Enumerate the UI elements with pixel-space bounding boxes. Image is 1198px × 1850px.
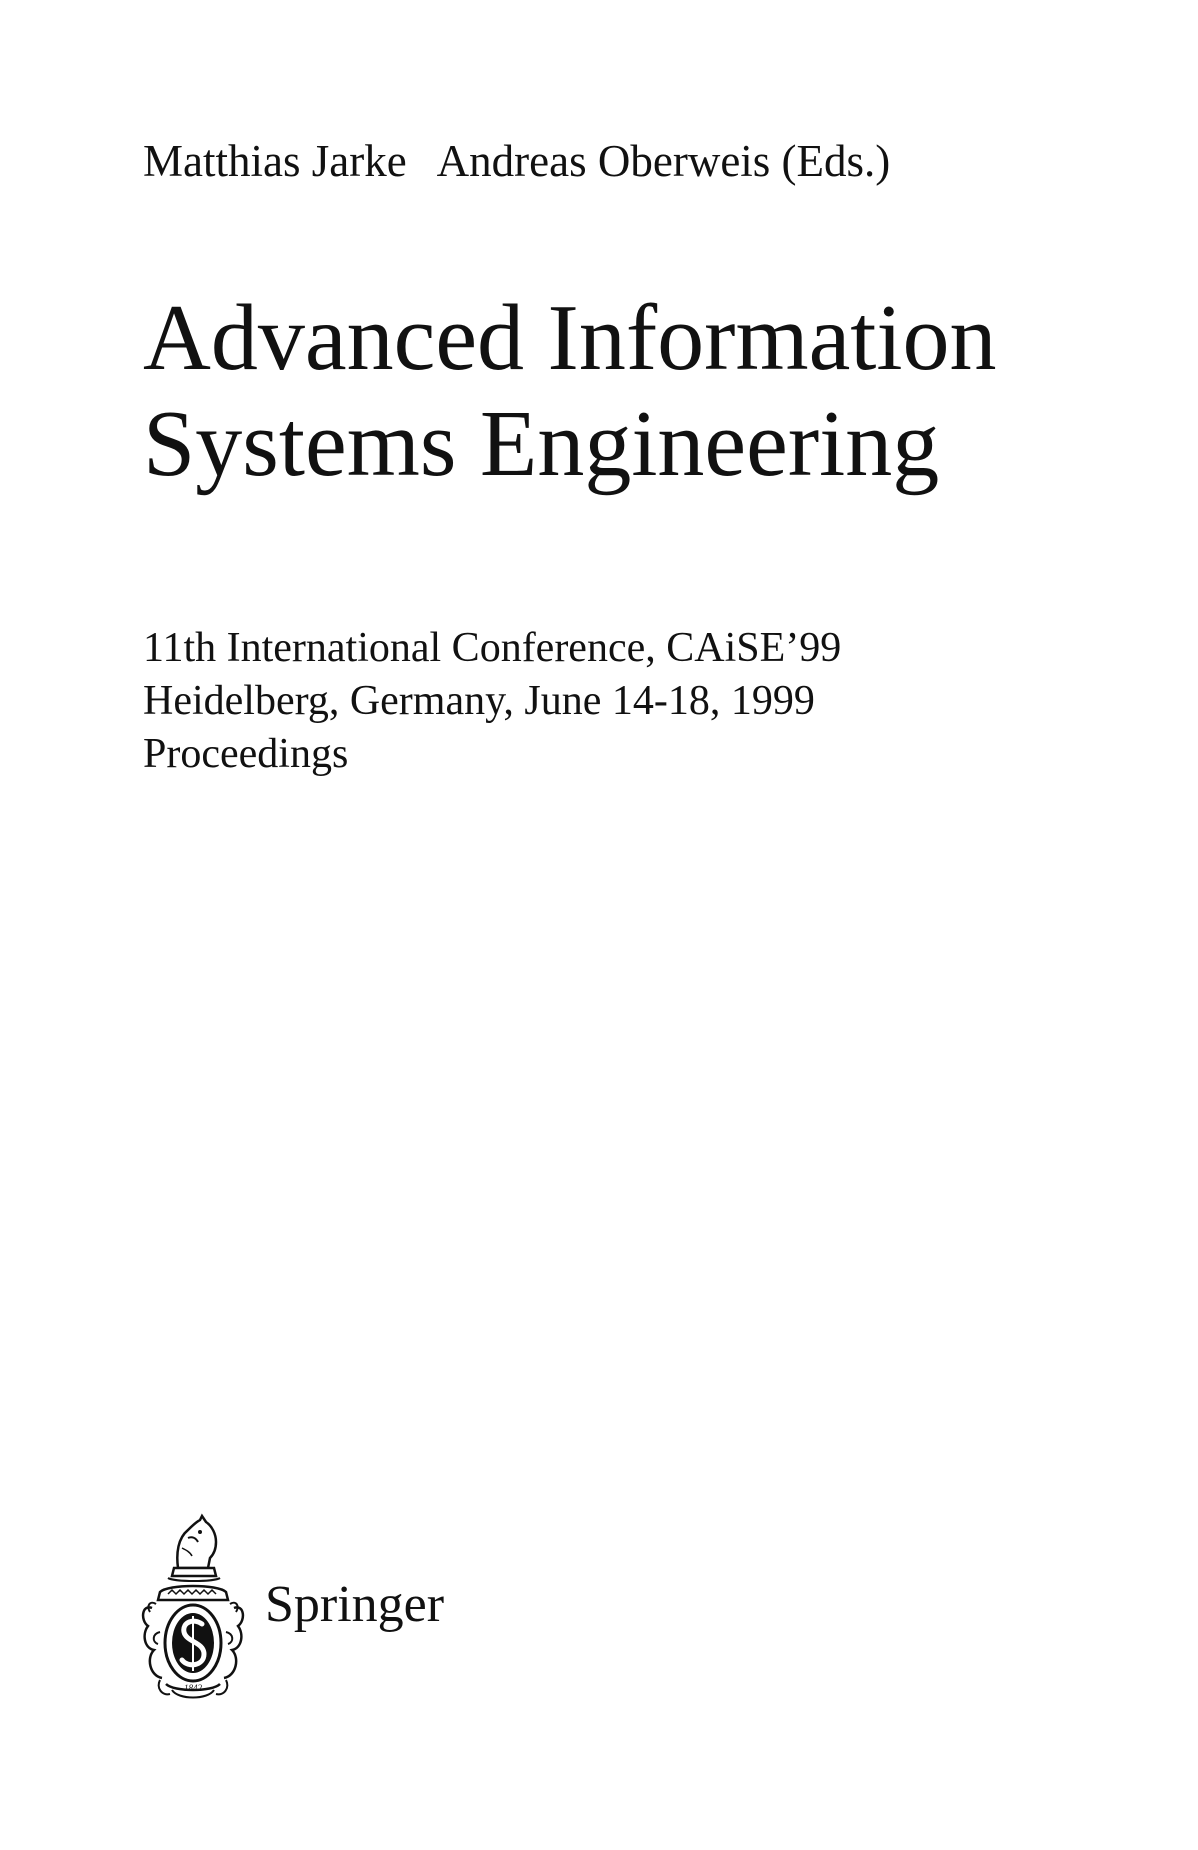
editors-line [143, 133, 890, 189]
editor-first: Matthias Jarke [143, 136, 407, 186]
logo-year: 1842 [184, 1683, 202, 1693]
editor-second: Andreas Oberweis (Eds.) [436, 136, 891, 186]
proceedings-label: Proceedings [143, 731, 349, 777]
book-title [143, 285, 997, 497]
book-title-line-1: Advanced Information [143, 286, 997, 390]
publisher-name: Springer [265, 1576, 445, 1633]
conference-location-date: Heidelberg, Germany, June 14-18, 1999 [143, 678, 815, 724]
conference-name: 11th International Conference, CAiSE’99 [143, 625, 842, 671]
springer-knight-logo-icon [138, 1508, 248, 1708]
conference-info [143, 622, 841, 781]
book-title-line-2: Systems Engineering [143, 392, 940, 496]
publisher-block [138, 1508, 538, 1708]
